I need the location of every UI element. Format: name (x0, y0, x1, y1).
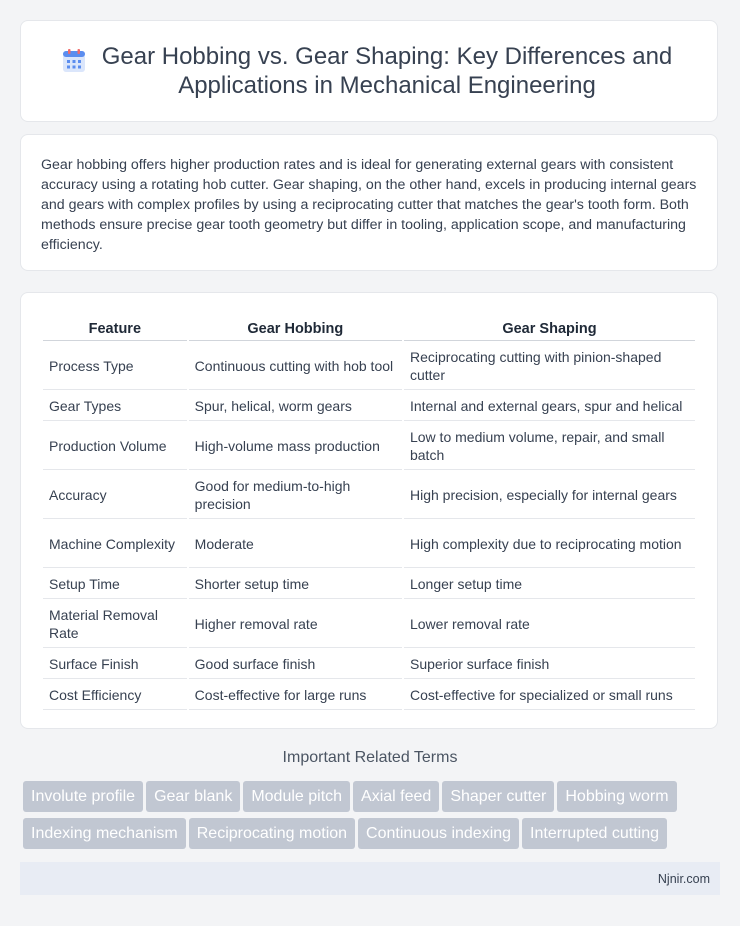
tag-module-pitch[interactable]: Module pitch (243, 781, 350, 812)
hobbing-cell: High-volume mass production (189, 423, 402, 470)
shaping-cell: Longer setup time (404, 570, 695, 599)
shaping-cell: High precision, especially for internal gears (404, 472, 695, 519)
shaping-cell: High complexity due to reciprocating motion (404, 521, 695, 568)
feature-cell: Cost Efficiency (43, 681, 187, 710)
table-row (43, 472, 695, 519)
calendar-grid-icon (61, 48, 87, 74)
feature-cell: Gear Types (43, 392, 187, 421)
title-card (20, 20, 718, 122)
footer (20, 862, 720, 895)
tag-interrupted-cutting[interactable]: Interrupted cutting (522, 818, 667, 849)
shaping-cell: Reciprocating cutting with pinion-shaped cutter (404, 343, 695, 390)
header-feature: Feature (43, 317, 187, 341)
hobbing-cell: Shorter setup time (189, 570, 402, 599)
header-gear-shaping: Gear Shaping (404, 317, 695, 341)
tag-reciprocating-motion[interactable]: Reciprocating motion (189, 818, 355, 849)
feature-cell: Surface Finish (43, 650, 187, 679)
footer-site[interactable]: Njnir.com (657, 871, 710, 886)
table-header-row (43, 317, 695, 341)
table-row (43, 343, 695, 390)
tag-involute-profile[interactable]: Involute profile (23, 781, 143, 812)
tag-hobbing-worm[interactable]: Hobbing worm (557, 781, 676, 812)
hobbing-cell: Higher removal rate (189, 601, 402, 648)
feature-cell: Process Type (43, 343, 187, 390)
tag-gear-blank[interactable]: Gear blank (146, 781, 240, 812)
hobbing-cell: Continuous cutting with hob tool (189, 343, 402, 390)
summary-text: Gear hobbing offers higher production rates and is ideal for generating external gears with consistent accuracy using a rotating hob cutter. Gear shaping, on the other hand, excels in producing internal gears and gears with complex profiles by using a reciprocating cutter that matches the gear's tooth form. Both methods ensure precise gear tooth geometry but differ in tooling, application scope, and manufacturing efficiency. (41, 157, 697, 253)
table-row (43, 423, 695, 470)
shaping-cell: Superior surface finish (404, 650, 695, 679)
table-row (43, 681, 695, 710)
comparison-table (41, 315, 697, 712)
feature-cell: Machine Complexity (43, 521, 187, 568)
shaping-cell: Internal and external gears, spur and helical (404, 392, 695, 421)
table-row (43, 570, 695, 599)
hobbing-cell: Moderate (189, 521, 402, 568)
table-row (43, 601, 695, 648)
shaping-cell: Low to medium volume, repair, and small batch (404, 423, 695, 470)
hobbing-cell: Cost-effective for large runs (189, 681, 402, 710)
tag-indexing-mechanism[interactable]: Indexing mechanism (23, 818, 186, 849)
shaping-cell: Lower removal rate (404, 601, 695, 648)
shaping-cell: Cost-effective for specialized or small runs (404, 681, 695, 710)
table-row (43, 521, 695, 568)
tag-continuous-indexing[interactable]: Continuous indexing (358, 818, 519, 849)
summary-card (20, 134, 718, 271)
table-row (43, 650, 695, 679)
related-terms-title: Important Related Terms (282, 749, 458, 766)
page-title: Gear Hobbing vs. Gear Shaping: Key Differences and Applications in Mechanical Engineering (101, 43, 673, 99)
feature-cell: Material Removal Rate (43, 601, 187, 648)
related-terms-tags (23, 781, 723, 855)
table-row (43, 392, 695, 421)
comparison-card (20, 292, 718, 729)
feature-cell: Production Volume (43, 423, 187, 470)
header-gear-hobbing: Gear Hobbing (189, 317, 402, 341)
tag-axial-feed[interactable]: Axial feed (353, 781, 439, 812)
hobbing-cell: Good for medium-to-high precision (189, 472, 402, 519)
hobbing-cell: Good surface finish (189, 650, 402, 679)
feature-cell: Setup Time (43, 570, 187, 599)
title-wrap (61, 42, 677, 100)
hobbing-cell: Spur, helical, worm gears (189, 392, 402, 421)
tag-shaper-cutter[interactable]: Shaper cutter (442, 781, 554, 812)
feature-cell: Accuracy (43, 472, 187, 519)
